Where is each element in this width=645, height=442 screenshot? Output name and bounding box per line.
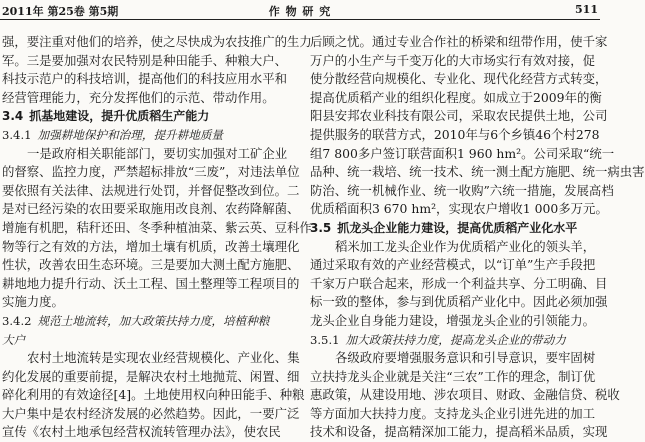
subsection-heading — [2, 331, 294, 350]
text-line — [2, 423, 294, 442]
line-text: 宣传《农村土地承包经营权流转管理办法》，使农民 — [2, 424, 281, 440]
line-text: 一是政府相关职能部门，要切实加强对工矿企业 — [27, 145, 288, 161]
text-line — [310, 275, 608, 294]
section-heading — [2, 107, 294, 126]
line-text: 优质稻面积3 670 hm²，实现农户增收1 000多万元。 — [310, 201, 608, 217]
text-line — [2, 70, 294, 89]
text-line — [2, 349, 300, 368]
line-text: 物等行之有效的方法，增加土壤有机质，改善土壤理化 — [2, 238, 300, 254]
line-text: 提高优质稻产业的组织化程度。如成立于2009年的衡 — [310, 89, 602, 105]
line-text: 科技示范户的科技培训，提高他们的科技应用水平和 — [2, 71, 287, 87]
text-line — [310, 238, 600, 257]
text-line — [2, 293, 294, 312]
text-line — [310, 126, 600, 145]
text-line — [2, 405, 300, 424]
line-text: 品种、统一栽培、统一技术、统一测土配方施肥、统一病虫害 — [310, 164, 645, 180]
line-text: 是对已经污染的农田要采取施用改良剂、农药降解菌、 — [2, 201, 300, 217]
text-line — [310, 182, 614, 201]
line-text: 组7 800多户签订联营面积1 960 hm²。公司采取“统一 — [310, 145, 615, 161]
line-text: 约化发展的重要前提，是解决农村土地抛荒、闲置、细 — [2, 368, 300, 384]
line-text: 增施有机肥，秸秆还田、冬季种植油菜、紫云英、豆科作 — [2, 219, 312, 235]
section-heading — [310, 219, 600, 238]
line-text: 等方面加大扶持力度。支持龙头企业引进先进的加工 — [310, 405, 595, 421]
text-line — [310, 423, 608, 442]
line-text: 龙头企业自身能力建设，增强龙头企业的引领能力。 — [310, 312, 595, 328]
text-line — [310, 405, 600, 424]
text-line — [310, 52, 600, 71]
text-line — [2, 163, 300, 182]
line-text: 抓基地建设，提升优质稻生产能力 — [29, 109, 210, 124]
line-text: 要依照有关法律、法规进行处罚，并督促整改到位。二 — [2, 182, 300, 198]
line-text: 立扶持龙头企业就是关注“三农”工作的理念，制订优 — [310, 368, 596, 384]
text-line — [310, 386, 620, 405]
line-text: 加大政策扶持力度，提高龙头企业的带动力 — [345, 332, 566, 347]
text-line — [310, 256, 600, 275]
text-line — [2, 33, 312, 52]
journal-issue: 2011年 第25卷 第5期 — [2, 5, 119, 18]
text-line — [2, 368, 300, 387]
line-text: 耕地地力提升行动、沃土工程、国土整理等工程项目的 — [2, 275, 300, 291]
text-line — [2, 219, 312, 238]
line-text: 技术和设备，提高精深加工能力，提高稻米品质，实现 — [310, 424, 608, 440]
line-text: 性状，改善农田生态环境。三是要加大测土配方施肥、 — [2, 257, 300, 273]
line-text: 通过采取有效的产业经营模式，以“订单”生产手段把 — [310, 257, 596, 273]
text-line — [2, 182, 300, 201]
line-text: 各级政府要增强服务意识和引导意识，要牢固树 — [335, 350, 596, 366]
text-line — [2, 145, 294, 164]
line-text: 规范土地流转，加大政策扶持力度，培植种粮 — [37, 313, 270, 328]
line-text: 惠政策，从建设用地、涉农项目、财政、金融信贷、税收 — [310, 387, 620, 403]
line-text: 的督察、监控力度，严禁超标排放“三废”，对违法单位 — [2, 164, 300, 180]
text-line — [310, 200, 608, 219]
text-line — [2, 200, 300, 219]
line-text: 防治、统一机械作业、统一收购”六统一措施，发展高档 — [310, 182, 614, 198]
line-text: 军。三是要加强对农民特别是种田能手、种粮大户、 — [2, 52, 287, 68]
subsection-heading — [310, 331, 600, 350]
text-line — [310, 33, 608, 52]
section-number: 3.4 — [2, 109, 24, 124]
line-text: 强，要注重对他们的培养，使之尽快成为农技推广的生力 — [2, 34, 312, 49]
line-text: 经营管理能力，充分发挥他们的示范、带动作用。 — [2, 89, 275, 105]
line-text: 大户集中是农村经济发展的必然趋势。因此，一要广泛 — [2, 405, 300, 421]
line-text: 千家万户联合起来，形成一个利益共享、分工明确、目 — [310, 275, 608, 291]
line-text: 阳县安邦农业科技有限公司，采取农民提供土地，公司 — [310, 108, 608, 124]
line-text: 抓龙头企业能力建设，提高优质稻产业化水平 — [337, 220, 578, 235]
text-line — [310, 107, 608, 126]
text-line — [310, 312, 600, 331]
header-rule — [0, 19, 600, 20]
line-text: 大户 — [2, 332, 26, 347]
line-text: 使分散经营向规模化、专业化、现代化经营方式转变， — [310, 71, 608, 87]
line-text: 万户的小生产与千变万化的大市场实行有效对接，促 — [310, 52, 595, 68]
text-line — [310, 293, 608, 312]
section-number: 3.4.2 — [2, 313, 32, 328]
text-line — [310, 368, 600, 387]
text-line — [310, 70, 608, 89]
text-line — [310, 163, 645, 182]
line-text: 加强耕地保护和治理，提升耕地质量 — [37, 127, 224, 142]
line-text: 标一致的整体，参与到优质稻产业化中。因此必须加强 — [310, 294, 608, 310]
section-number: 3.5.1 — [310, 332, 340, 347]
page-number: 511 — [575, 3, 598, 16]
subsection-heading — [2, 312, 294, 331]
line-text: 提供服务的联营方式，2010年与6个乡镇46个村278 — [310, 126, 600, 142]
line-text: 后顾之忧。通过专业合作社的桥梁和纽带作用，使千家 — [310, 34, 608, 49]
section-number: 3.4.1 — [2, 127, 32, 142]
right-column — [310, 33, 645, 442]
text-line — [310, 349, 600, 368]
text-line — [2, 52, 294, 71]
running-header — [0, 0, 600, 20]
journal-title: 作 物 研 究 — [268, 5, 332, 18]
line-text: 农村土地流转是实现农业经营规模化、产业化、集 — [27, 350, 300, 366]
text-line — [2, 89, 294, 108]
line-text: 碎化利用的有效途径[4]。土地使用权向种田能手、种粮 — [2, 387, 305, 403]
text-line — [310, 145, 615, 164]
text-line — [2, 256, 300, 275]
left-column — [2, 33, 312, 442]
line-text: 实施力度。 — [2, 294, 64, 310]
subsection-heading — [2, 126, 294, 145]
line-text: 稻米加工龙头企业作为优质稻产业化的领头羊， — [335, 238, 596, 254]
section-number: 3.5 — [310, 220, 332, 235]
text-line — [2, 386, 305, 405]
text-line — [2, 275, 300, 294]
text-line — [310, 89, 600, 108]
text-line — [2, 238, 300, 257]
